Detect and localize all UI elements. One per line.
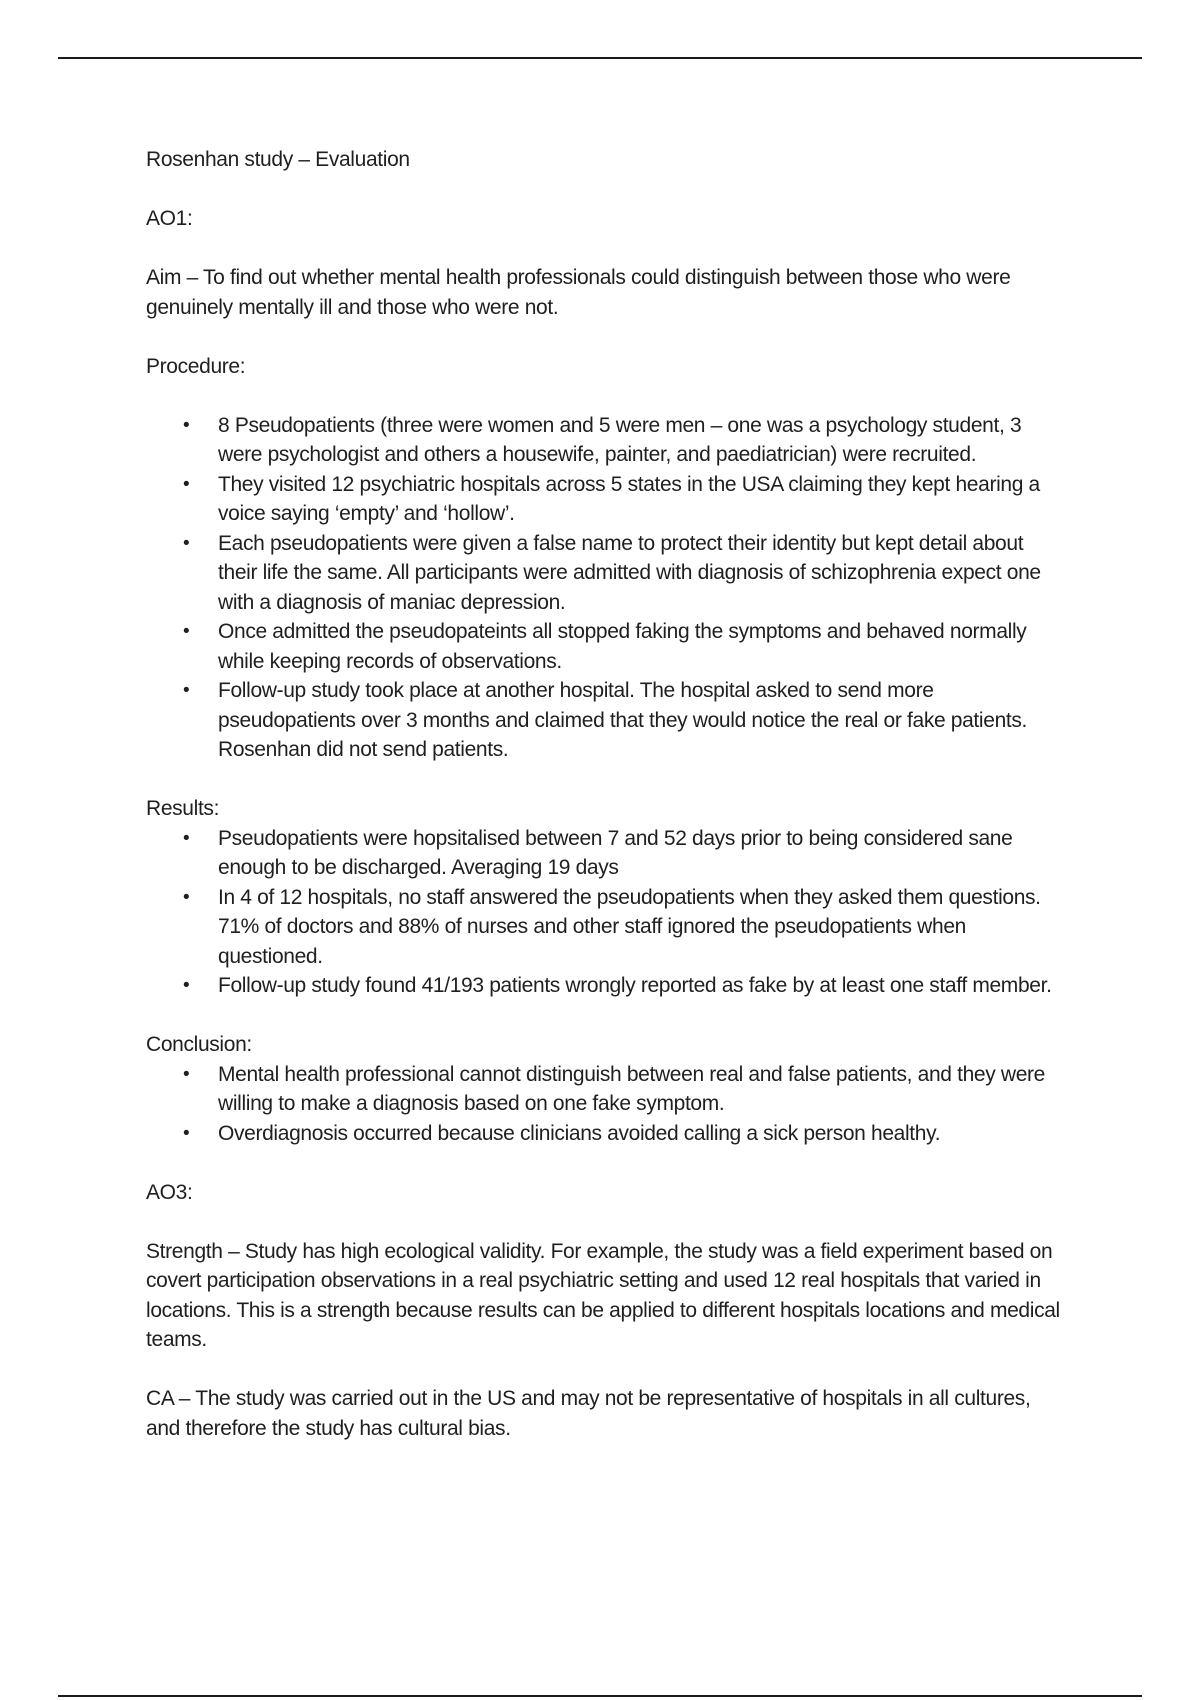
conclusion-heading: Conclusion:	[146, 1033, 252, 1056]
ao3-heading: AO3:	[146, 1180, 193, 1204]
list-item-text: Pseudopatients were hopsitalised between 7 and 52 days prior to being considered sane enough to be discharged. Averaging 19 days	[218, 826, 1013, 879]
list-item-text: They visited 12 psychiatric hospitals across 5 states in the USA claiming they kept hearing a voice saying ‘empty’ and ‘hollow’.	[218, 472, 1040, 525]
counter-argument-paragraph: CA – The study was carried out in the US and may not be representative of hospitals in all cultures, and therefore the study has cultural bias.	[146, 1387, 1031, 1440]
procedure-heading: Procedure:	[146, 354, 246, 378]
list-item-text: Overdiagnosis occurred because clinicians avoided calling a sick person healthy.	[218, 1121, 941, 1145]
bullet-icon: •	[183, 886, 190, 908]
bullet-icon: •	[183, 621, 190, 642]
procedure-list	[146, 411, 1066, 765]
list-item-text: Once admitted the pseudopateints all stopped faking the symptoms and behaved normally while keeping records of observations.	[218, 620, 1027, 673]
list-item-text: Follow-up study took place at another hospital. The hospital asked to send more pseudopatients over 3 months and claimed that they would notice the real or fake patients. Rosenhan did not send patients.	[218, 679, 1028, 761]
bullet-icon: •	[183, 532, 190, 554]
document-body	[146, 145, 1066, 1443]
list-item	[146, 883, 1066, 972]
results-list	[146, 824, 1066, 1001]
aim-paragraph: Aim – To find out whether mental health professionals could distinguish between those who were genuinely mentally ill and those who were not.	[146, 266, 1011, 319]
footer-rule	[58, 1695, 1142, 1697]
list-item	[146, 824, 1066, 883]
list-item	[146, 676, 1066, 765]
conclusion-list	[146, 1060, 1066, 1149]
bullet-icon: •	[183, 680, 190, 701]
list-item-text: Follow-up study found 41/193 patients wrongly reported as fake by at least one staff member.	[218, 974, 1052, 997]
bullet-icon: •	[183, 1122, 190, 1144]
bullet-icon: •	[183, 1063, 190, 1085]
bullet-icon: •	[183, 473, 190, 495]
list-item-text: Mental health professional cannot distinguish between real and false patients, and they were willing to make a diagnosis based on one fake symptom.	[218, 1062, 1046, 1115]
bullet-icon: •	[183, 414, 190, 436]
list-item-text: Each pseudopatients were given a false name to protect their identity but kept detail about their life the same. All participants were admitted with diagnosis of schizophrenia expect one with a diagnosis of maniac depression.	[218, 531, 1041, 614]
header-rule	[58, 57, 1142, 59]
list-item	[146, 411, 1066, 470]
list-item-text: In 4 of 12 hospitals, no staff answered the pseudopatients when they asked them questions. 71% of doctors and 88% of nurses and other staff ignored the pseudopatients when questioned.	[218, 885, 1041, 968]
list-item	[146, 971, 1066, 1001]
list-item	[146, 529, 1066, 618]
bullet-icon: •	[183, 827, 190, 849]
results-heading: Results:	[146, 797, 220, 820]
bullet-icon: •	[183, 975, 190, 996]
strength-paragraph: Strength – Study has high ecological validity. For example, the study was a field experiment based on covert participation observations in a real psychiatric setting and used 12 real hospitals that varied in locations. This is a strength because results can be applied to different hospitals locations and medical teams.	[146, 1239, 1060, 1351]
document-title: Rosenhan study – Evaluation	[146, 148, 410, 171]
list-item-text: 8 Pseudopatients (three were women and 5 were men – one was a psychology student, 3 were psychologist and others a housewife, painter, and paediatrician) were recruited.	[218, 413, 1022, 466]
list-item	[146, 1060, 1066, 1119]
list-item	[146, 470, 1066, 529]
ao1-heading: AO1:	[146, 207, 193, 230]
list-item	[146, 617, 1066, 676]
list-item	[146, 1119, 1066, 1149]
